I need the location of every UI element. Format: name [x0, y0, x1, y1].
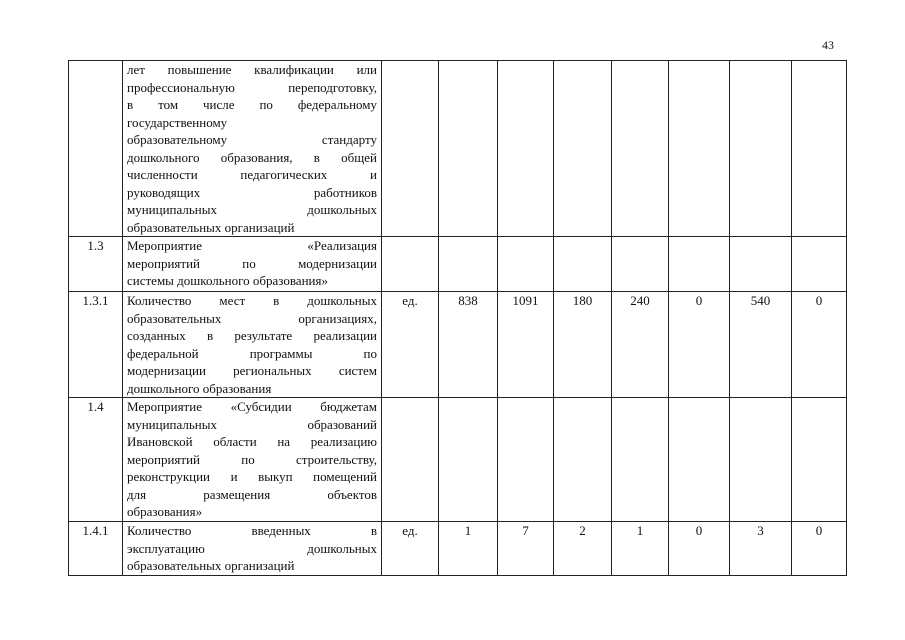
value-cell: 1091: [498, 292, 554, 398]
value-cell: 7: [498, 522, 554, 576]
description-line: образования»: [127, 504, 203, 519]
description-line: образовательных организаций: [127, 558, 295, 573]
value-cell: 3: [730, 522, 792, 576]
unit-cell: [382, 398, 439, 522]
value-cell: [792, 237, 847, 292]
unit-cell: ед.: [382, 522, 439, 576]
table-row: [69, 237, 847, 292]
description-line: образовательному стандарту: [127, 132, 377, 147]
value-cell: 240: [612, 292, 669, 398]
description-line: Мероприятие «Реализация: [127, 238, 377, 253]
row-number: [69, 61, 123, 237]
value-cell: [498, 61, 554, 237]
value-cell: [669, 61, 730, 237]
description-line: для размещения объектов: [127, 486, 377, 502]
value-cell: [498, 237, 554, 292]
row-description: [123, 292, 382, 398]
value-cell: [612, 398, 669, 522]
value-cell: 1: [439, 522, 498, 576]
value-cell: [554, 61, 612, 237]
value-cell: [554, 398, 612, 522]
row-number: 1.4.1: [69, 522, 123, 576]
value-cell: [554, 237, 612, 292]
description-line: численности педагогических и: [127, 167, 377, 182]
value-cell: [498, 398, 554, 522]
indicators-table: [68, 60, 847, 576]
description-line: реконструкции и выкуп помещений: [127, 469, 377, 484]
value-cell: 2: [554, 522, 612, 576]
value-cell: [612, 61, 669, 237]
description-line: в том числе по федеральному: [127, 97, 377, 112]
value-cell: [439, 61, 498, 237]
row-description: [123, 237, 382, 292]
value-cell: [792, 61, 847, 237]
value-cell: [669, 237, 730, 292]
row-number: 1.4: [69, 398, 123, 522]
unit-cell: [382, 61, 439, 237]
description-line: образовательных организациях,: [127, 310, 377, 326]
value-cell: [730, 398, 792, 522]
table-row: [69, 398, 847, 522]
description-line: Количество мест в дошкольных: [127, 293, 377, 308]
description-line: муниципальных дошкольных: [127, 202, 377, 217]
description-line: Мероприятие «Субсидии бюджетам: [127, 399, 377, 414]
value-cell: 0: [669, 292, 730, 398]
value-cell: 0: [669, 522, 730, 576]
value-cell: 540: [730, 292, 792, 398]
description-line: государственному: [127, 114, 228, 130]
description-line: системы дошкольного образования»: [127, 273, 328, 288]
unit-cell: ед.: [382, 292, 439, 398]
description-line: Ивановской области на реализацию: [127, 434, 377, 449]
value-cell: [612, 237, 669, 292]
value-cell: 1: [612, 522, 669, 576]
description-line: дошкольного образования: [127, 380, 272, 396]
row-description: [123, 522, 382, 576]
description-line: дошкольного образования, в общей: [127, 149, 377, 165]
value-cell: [439, 237, 498, 292]
description-line: образовательных организаций: [127, 219, 295, 235]
row-description: [123, 61, 382, 237]
value-cell: [439, 398, 498, 522]
description-line: созданных в результате реализации: [127, 328, 377, 343]
table-row: [69, 61, 847, 237]
value-cell: 180: [554, 292, 612, 398]
value-cell: [792, 398, 847, 522]
description-line: модернизации региональных систем: [127, 363, 377, 378]
table-body: [69, 61, 847, 576]
value-cell: [669, 398, 730, 522]
value-cell: 0: [792, 292, 847, 398]
table-row: [69, 292, 847, 398]
description-line: муниципальных образований: [127, 416, 377, 432]
table-row: [69, 522, 847, 576]
description-line: профессиональную переподготовку,: [127, 79, 377, 95]
value-cell: 838: [439, 292, 498, 398]
value-cell: 0: [792, 522, 847, 576]
description-line: Количество введенных в: [127, 523, 377, 538]
description-line: лет повышение квалификации или: [127, 62, 377, 77]
description-line: федеральной программы по: [127, 345, 377, 361]
description-line: мероприятий по строительству,: [127, 451, 377, 467]
row-description: [123, 398, 382, 522]
description-line: эксплуатацию дошкольных: [127, 540, 377, 556]
value-cell: [730, 61, 792, 237]
description-line: мероприятий по модернизации: [127, 255, 377, 271]
row-number: 1.3: [69, 237, 123, 292]
description-line: руководящих работников: [127, 184, 377, 200]
page-number: 43: [822, 38, 834, 52]
value-cell: [730, 237, 792, 292]
row-number: 1.3.1: [69, 292, 123, 398]
unit-cell: [382, 237, 439, 292]
